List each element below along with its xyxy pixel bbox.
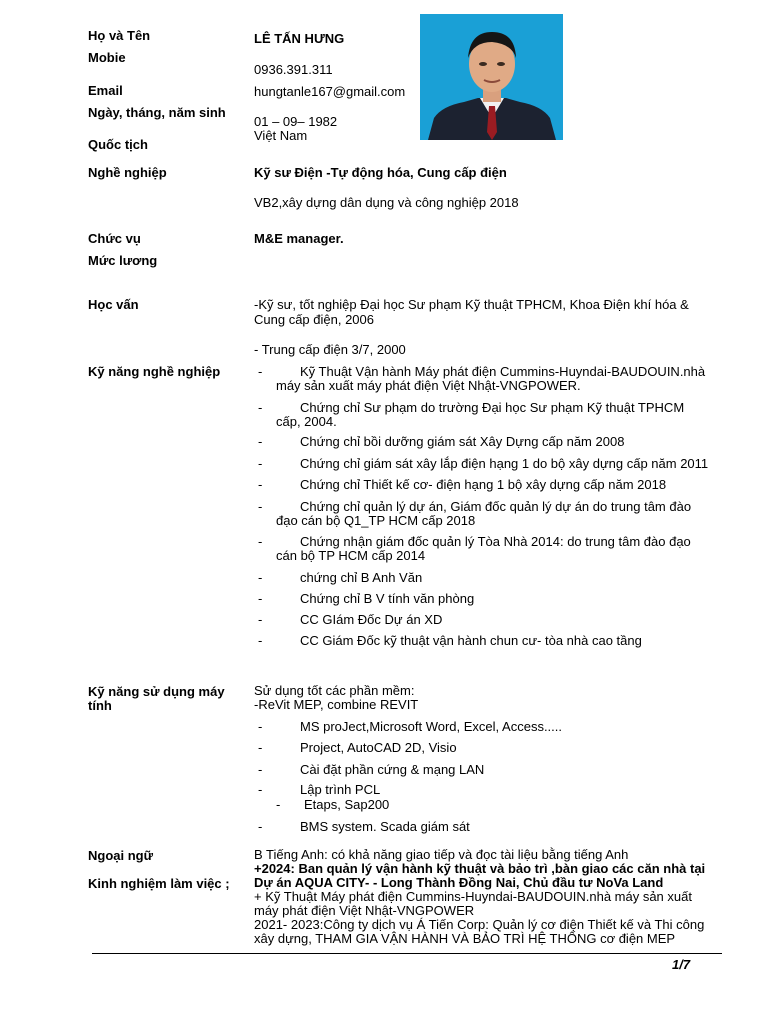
experience-line: Dự án AQUA CITY- - Long Thành Đồng Nai, Chủ đầu tư NoVa Land	[254, 875, 664, 890]
value-name: LÊ TẤN HƯNG	[254, 31, 345, 46]
label-computer-skills-2: tính	[88, 698, 112, 713]
label-language: Ngoại ngữ	[88, 848, 154, 863]
portrait-photo	[420, 14, 563, 140]
value-position: M&E manager.	[254, 231, 344, 246]
language-text: B Tiếng Anh: có khả năng giao tiếp và đọc tài liệu bằng tiếng Anh	[254, 847, 629, 862]
value-education-1: -Kỹ sư, tốt nghiệp Đại học Sư phạm Kỹ thuật TPHCM, Khoa Điện khí hóa & Cung cấp điện, 2006	[254, 297, 689, 327]
value-dob: 01 – 09– 1982	[254, 114, 338, 129]
label-name: Họ và Tên	[88, 28, 151, 43]
label-experience: Kinh nghiệm làm việc ;	[88, 876, 230, 891]
label-email: Email	[88, 83, 123, 98]
portrait-illustration	[420, 14, 563, 140]
label-education: Học vấn	[88, 297, 139, 312]
experience-line: +2024: Ban quản lý vận hành kỹ thuật và bảo trì ,bàn giao các căn nhà tại	[254, 861, 706, 876]
label-salary: Mức lương	[88, 253, 158, 268]
cv-page: Họ và Tên Mobie Email Ngày, tháng, năm sinh Quốc tịch Nghề nghiệp Chức vụ Mức lương Học vấn Kỹ năng nghề nghiệp Kỹ năng sử dụng máy tính Ngoại ngữ Kinh nghiệm làm việc ; LÊ TẤN HƯNG 0936.391.311 hungtanle167@gmail.com 01 – 09– 1982 Việt Nam Kỹ sư Điện -Tự động hóa, Cung cấp điện VB2,xây dựng dân dụng và công nghiệp 2018 M&E manager. -Kỹ sư, tốt nghiệp Đại học Sư phạm Kỹ thuật TPHCM, Khoa Điện khí hóa & Cung cấp điện, 2006 - Trung cấp điện 3/7, 2000 - Kỹ Thuật Vận hành Máy phát điện Cummins-Huyndai-BAUDOUIN.nhà máy sản xuất máy phát điện Việt Nhật-VNGPOWER. - Chứng chỉ Sư phạm do trường Đại học Sư phạm Kỹ thuật TPHCM cấp, 2004. - Chứng chỉ bồi dưỡng giám sát Xây Dựng cấp năm 2008 - Chứng chỉ giám sát xây lắp điện hạng 1 do bộ xây dựng cấp năm 2011 - Chứng chỉ Thiết kế cơ- điện hạng 1 bộ xây dựng cấp năm 2018 - Chứng chỉ quản lý dự án, Giám đốc quản lý dự án do trung tâm đào đạo cán bộ Q1_TP HCM cấp 2018 - Chứng nhận giám đốc quản lý Tòa Nhà 2014: do trung tâm đào đạo cán bộ TP HCM cấp 2014 - chứng chỉ B Anh Văn - Chứng chỉ B V tính văn phòng - CC GIám Đốc Dự án XD - CC Giám Đốc kỹ thuật vận hành chun cư- tòa nhà cao tầng Sử dụng tốt các phần mềm: -ReVit MEP, combine REVIT - MS proJect,Microsoft Word, Excel, Access..... - Project, AutoCAD 2D, Visio - Cài đặt phần cứng & mạng LAN - Lập trình PCL - Etaps, Sap200 - BMS system. Scada giám sát B Tiếng Anh: có khả năng giao tiếp và đọc tài liệu bằng tiếng Anh +2024: Ban quản lý vận hành kỹ thuật và bảo trì ,bàn giao các căn nhà tại Dự án AQUA CITY- - Long Thành Đồng Nai, Chủ đầu tư NoVa Land + Kỹ Thuật Máy phát điện Cummins-Huyndai-BAUDOUIN.nhà máy sản xuất máy phát điện Việt Nhật-VNGPOWER 2021- 2023:Công ty dịch vụ Á Tiến Corp: Quản lý cơ điện Thiết kế và Thi công xây dựng, THAM GIA VẬN HÀNH VÀ BẢO TRÌ HỆ THỐNG cơ điện MEP 1/7	[0, 0, 768, 1024]
value-nationality: Việt Nam	[254, 128, 308, 143]
value-mobile: 0936.391.311	[254, 62, 333, 77]
label-mobile: Mobie	[88, 50, 126, 65]
label-dob: Ngày, tháng, năm sinh	[88, 105, 226, 120]
label-occupation: Nghề nghiệp	[88, 165, 167, 180]
computer-revit: -ReVit MEP, combine REVIT	[254, 697, 419, 712]
footer-divider	[92, 953, 722, 954]
experience-line: 2021- 2023:Công ty dịch vụ Á Tiến Corp: Quản lý cơ điện Thiết kế và Thi công	[254, 917, 705, 932]
label-skills: Kỹ năng nghề nghiệp	[88, 364, 221, 379]
label-computer-skills: Kỹ năng sử dụng máy	[88, 684, 225, 699]
label-position: Chức vụ	[88, 231, 141, 246]
value-occupation-2: VB2,xây dựng dân dụng và công nghiệp 2018	[254, 195, 519, 210]
label-nationality: Quốc tịch	[88, 137, 148, 152]
value-email: hungtanle167@gmail.com	[254, 84, 406, 99]
value-education-2: - Trung cấp điện 3/7, 2000	[254, 342, 406, 357]
page-number: 1/7	[672, 957, 691, 972]
experience-line: máy phát điện Việt Nhật-VNGPOWER	[254, 903, 475, 918]
experience-line: xây dựng, THAM GIA VẬN HÀNH VÀ BẢO TRÌ HỆ THỐNG cơ điện MEP	[254, 931, 676, 946]
value-occupation: Kỹ sư Điện -Tự động hóa, Cung cấp điện	[254, 165, 507, 180]
experience-line: + Kỹ Thuật Máy phát điện Cummins-Huyndai-BAUDOUIN.nhà máy sản xuất	[254, 889, 692, 904]
computer-intro: Sử dụng tốt các phần mềm:	[254, 683, 415, 698]
